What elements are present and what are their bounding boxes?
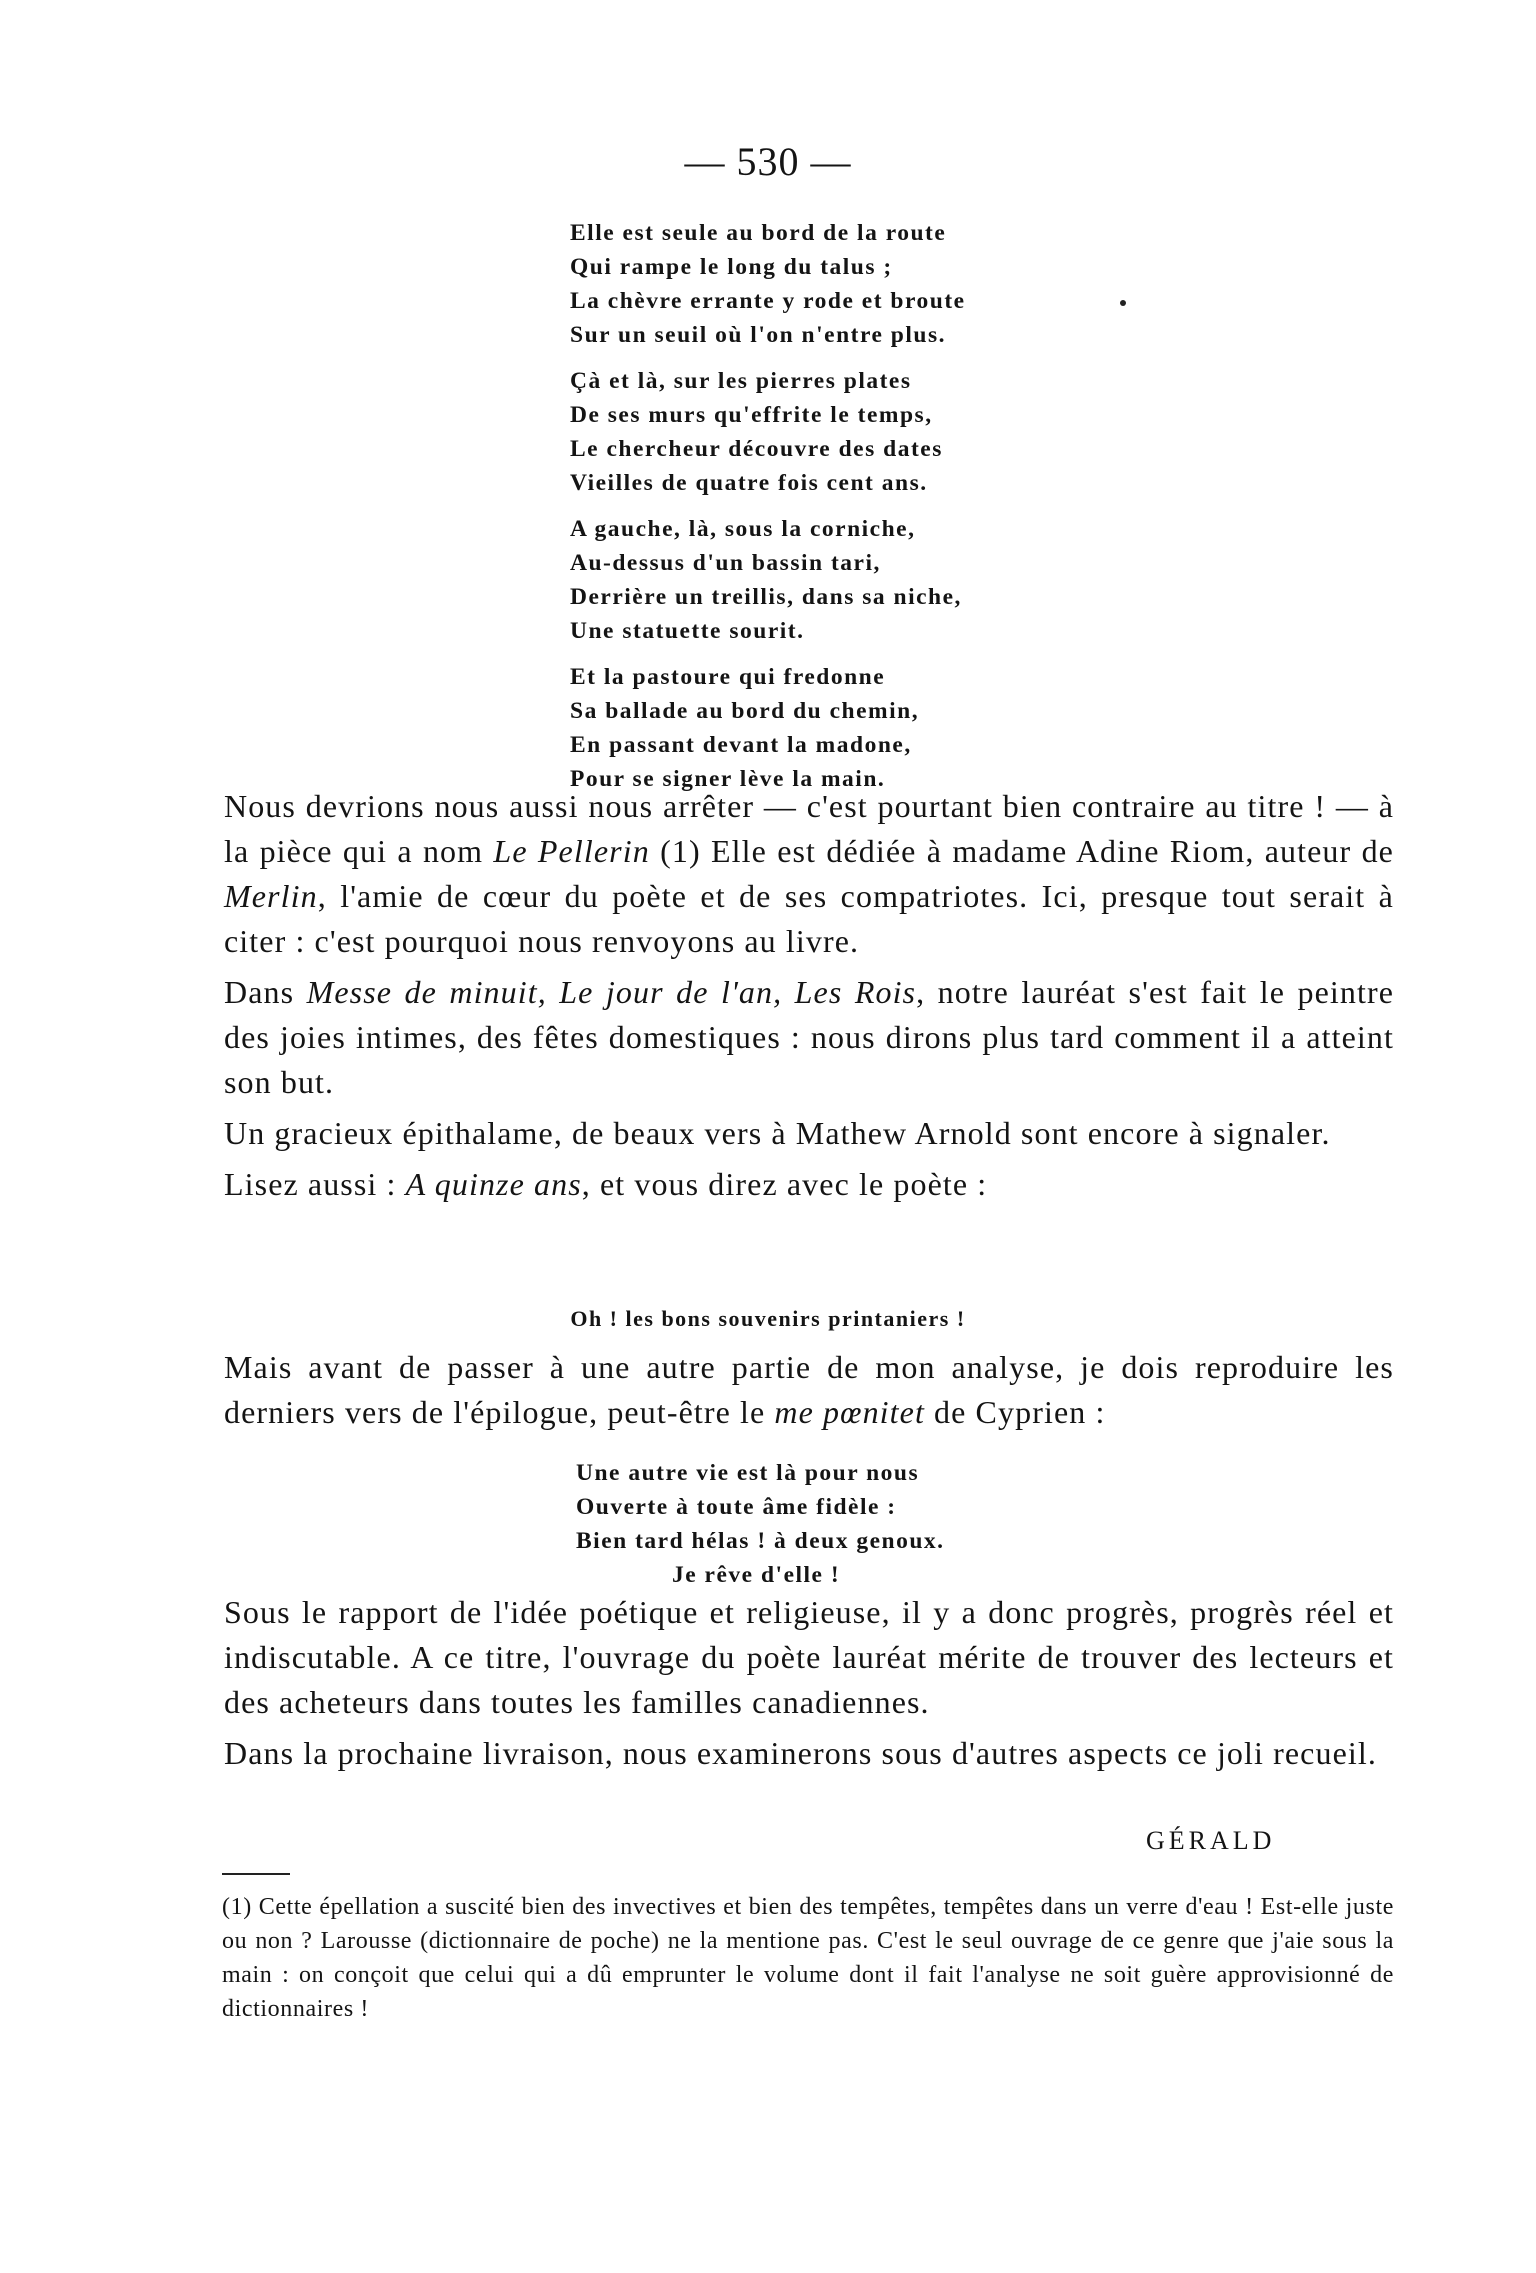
poem-line: Et la pastoure qui fredonne xyxy=(570,664,886,690)
poem-line: En passant devant la madone, xyxy=(570,732,912,758)
poem-line: Au-dessus d'un bassin tari, xyxy=(570,550,881,576)
poem-line: Une statuette sourit. xyxy=(570,618,805,644)
poem-line: Qui rampe le long du talus ; xyxy=(570,254,893,280)
text-run: de Cyprien : xyxy=(924,1394,1106,1430)
poem-excerpt xyxy=(570,216,966,796)
page-number: — 530 — xyxy=(684,139,852,184)
poem-line: Le chercheur découvre des dates xyxy=(570,436,943,462)
paragraph xyxy=(224,1111,1394,1156)
poem-line: Vieilles de quatre fois cent ans. xyxy=(570,470,928,496)
work-title: me pœnitet xyxy=(774,1394,925,1430)
poem-line: A gauche, là, sous la corniche, xyxy=(570,516,916,542)
poem-stanza xyxy=(570,512,966,648)
text-run: Un gracieux épithalame, de beaux vers à Mathew Arnold sont encore à signaler. xyxy=(224,1115,1331,1151)
text-run: Mais avant de passer à une autre partie de mon analyse, je dois reproduire les derniers vers de l'épilogue, peut-être le xyxy=(224,1349,1394,1430)
epilogue-verse xyxy=(576,1456,945,1592)
text-run: Dans xyxy=(224,974,307,1010)
footnote xyxy=(222,1890,1394,2026)
poem-stanza xyxy=(570,216,966,352)
body-text-middle xyxy=(224,1345,1394,1435)
paragraph xyxy=(224,970,1394,1105)
text-run: , l'amie de cœur du poète et de ses compatriotes. Ici, presque tout serait à citer : c'est pourquoi nous renvoyons au livre. xyxy=(224,878,1394,959)
author-signature: GÉRALD xyxy=(1146,1826,1276,1855)
work-title: Messe de minuit, Le jour de l'an, Les Rois xyxy=(306,974,917,1010)
poem-line: Je rêve d'elle ! xyxy=(672,1562,841,1588)
work-title: Merlin xyxy=(224,878,318,914)
poem-line: Sa ballade au bord du chemin, xyxy=(570,698,920,724)
poem-stanza xyxy=(570,660,966,796)
paragraph xyxy=(224,784,1394,964)
text-run: , et vous direz avec le poète : xyxy=(581,1166,988,1202)
text-run: Nous devrions nous aussi nous arrêter — c'est pourtant bien contraire au titre ! — à la pièce qui a nom xyxy=(224,788,1394,869)
work-title: A quinze ans xyxy=(405,1166,582,1202)
poem-line: Bien tard hélas ! à deux genoux. xyxy=(576,1528,945,1554)
footnote-text: Cette épellation a suscité bien des invectives et bien des tempêtes, tempêtes dans un verre d'eau ! Est-elle juste ou non ? Larousse (dictionnaire de poche) ne la mentione pas. C'est le seul ouvrage de ce genre que j'aie sous la main : on conçoit que celui qui a dû emprunter le volume dont il fait l'analyse ne soit guère approvisionné de dictionnaires ! xyxy=(222,1894,1394,2022)
poem-line: Çà et là, sur les pierres plates xyxy=(570,368,912,394)
paragraph xyxy=(224,1162,1394,1207)
text-run: Lisez aussi : xyxy=(224,1166,406,1202)
poem-line: Ouverte à toute âme fidèle : xyxy=(576,1494,897,1520)
ink-speck xyxy=(1120,300,1126,306)
poem-line: Derrière un treillis, dans sa niche, xyxy=(570,584,962,610)
poem-line: La chèvre errante y rode et broute xyxy=(570,288,966,314)
paragraph xyxy=(224,1731,1394,1776)
poem-line: Elle est seule au bord de la route xyxy=(570,220,947,246)
body-text-upper xyxy=(224,784,1394,1207)
paragraph xyxy=(224,1345,1394,1435)
poem-line: De ses murs qu'effrite le temps, xyxy=(570,402,933,428)
poem-line: Sur un seuil où l'on n'entre plus. xyxy=(570,322,946,348)
poem-line: Pour se signer lève la main. xyxy=(570,766,886,792)
text-run: , notre lauréat s'est fait le peintre des joies intimes, des fêtes domestiques : nous dirons plus tard comment il a atteint son but. xyxy=(224,974,1395,1100)
footnote-rule xyxy=(222,1873,290,1875)
text-run: Dans la prochaine livraison, nous examinerons sous d'autres aspects ce joli recueil. xyxy=(224,1735,1377,1771)
poem-line: Une autre vie est là pour nous xyxy=(576,1460,920,1486)
text-run: (1) Elle est dédiée à madame Adine Riom, auteur de xyxy=(649,833,1394,869)
work-title: Le Pellerin xyxy=(493,833,650,869)
footnote-marker: (1) xyxy=(222,1894,252,1920)
poem-stanza xyxy=(570,364,966,500)
text-run: Sous le rapport de l'idée poétique et religieuse, il y a donc progrès, progrès réel et indiscutable. A ce titre, l'ouvrage du poète lauréat mérite de trouver des lecteurs et des acheteurs dans toutes les familles canadiennes. xyxy=(224,1594,1394,1720)
quoted-verse: Oh ! les bons souvenirs printaniers ! xyxy=(570,1306,966,1331)
body-text-lower xyxy=(224,1590,1394,1776)
paragraph xyxy=(224,1590,1394,1725)
